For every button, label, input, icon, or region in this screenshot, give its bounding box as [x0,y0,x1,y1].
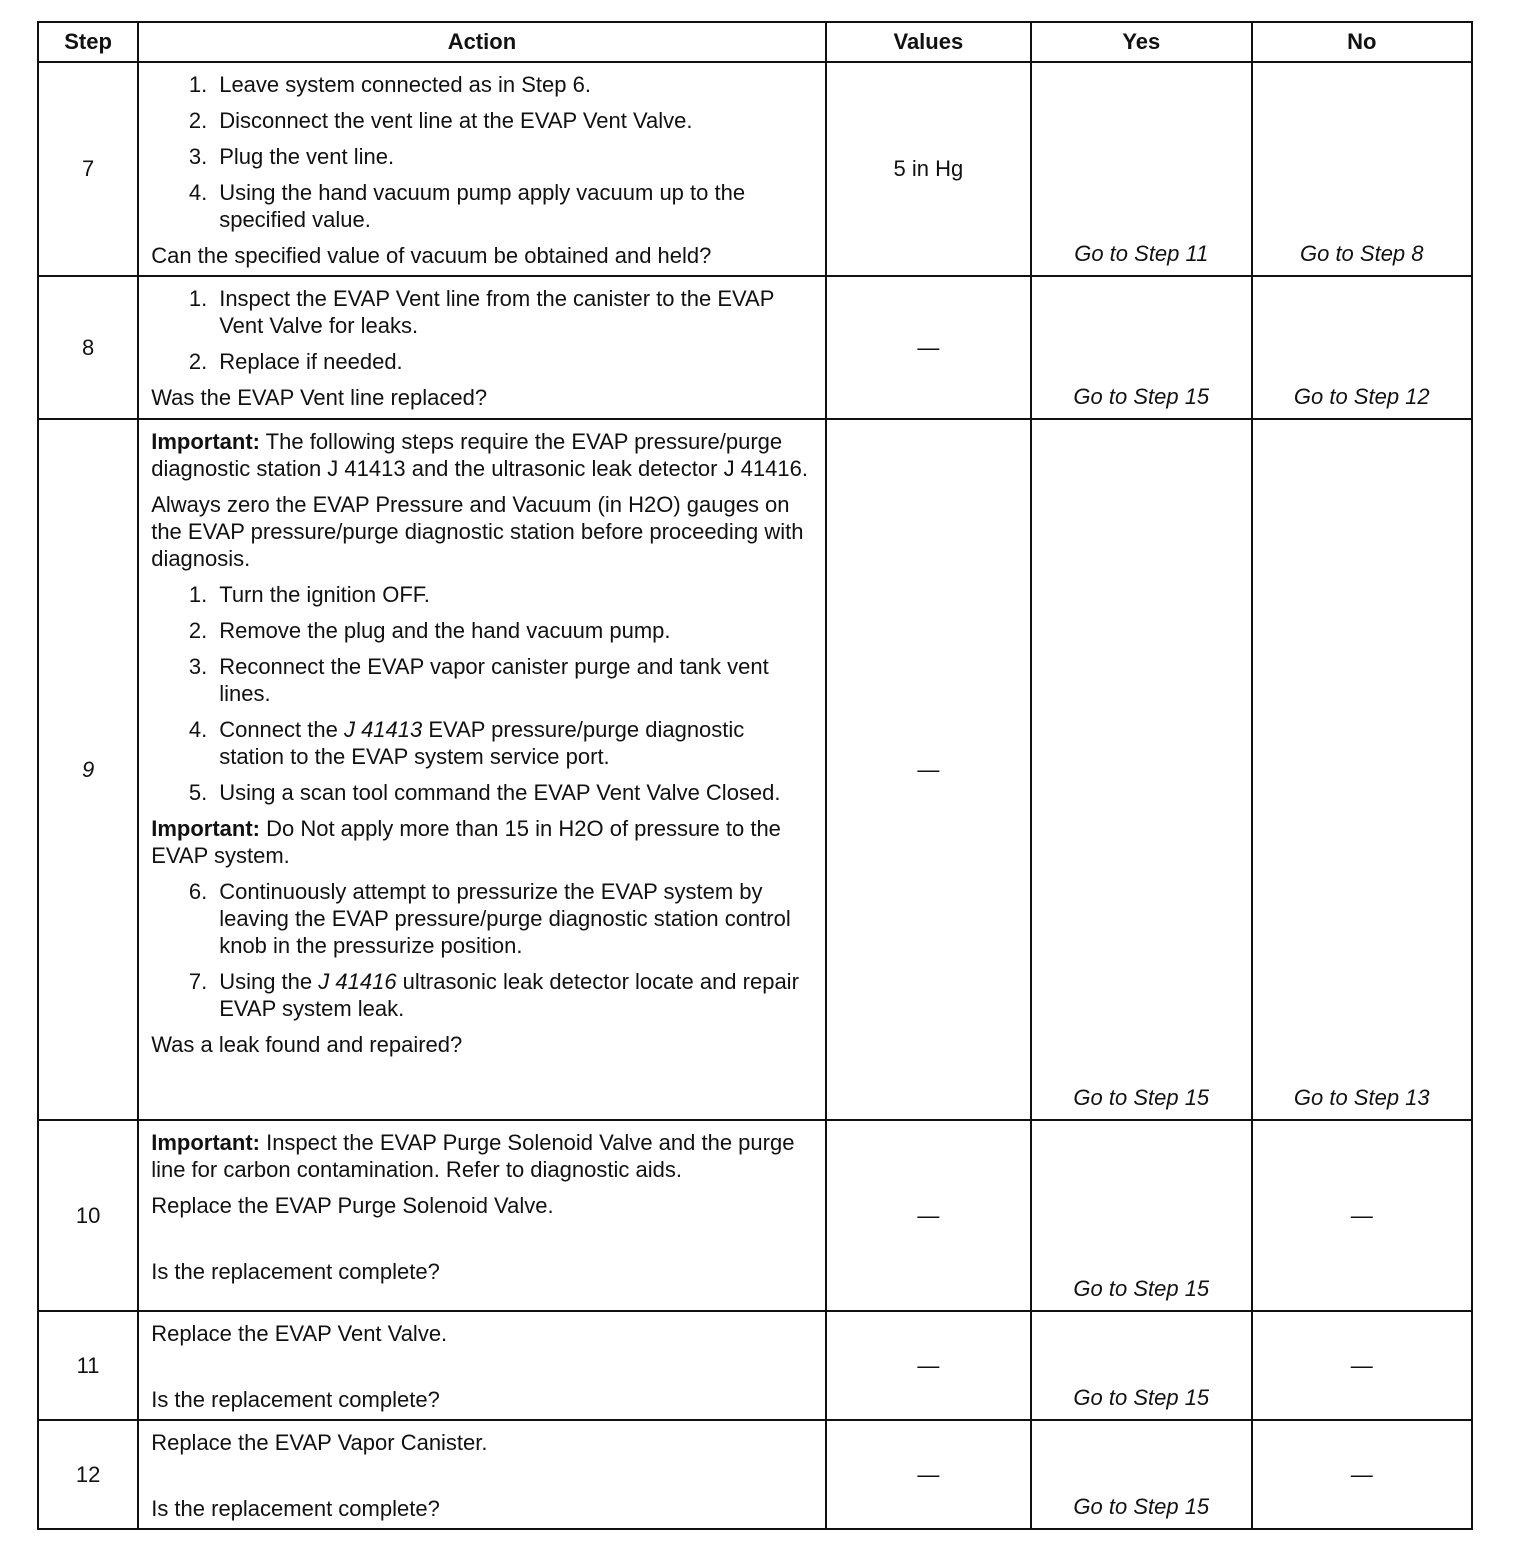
important-label: Important: [151,1130,260,1155]
list-item: 5. Using a scan tool command the EVAP Vent Valve Closed. [151,779,814,806]
action-text: Replace the EVAP Vapor Canister. [151,1430,488,1455]
value-cell: — [826,1420,1031,1529]
action-step-text: Plug the vent line. [219,144,395,169]
zero-gauges-note: Always zero the EVAP Pressure and Vacuum (in H2O) gauges on the EVAP pressure/purge diagnostic station before proceeding with diagnosis. [151,492,804,571]
spacer [151,1356,814,1386]
important-label: Important: [151,816,260,841]
header-step: Step [38,22,138,62]
no-goto: Go to Step 12 [1293,384,1430,409]
value-cell: — [826,1311,1031,1420]
action-question: Can the specified value of vacuum be obtained and held? [151,243,712,268]
important-note [151,428,814,482]
no-cell: — [1252,1420,1472,1529]
list-item: 1. Leave system connected as in Step 6. [151,71,814,98]
no-cell: — [1252,1120,1472,1311]
important-text: Inspect the EVAP Purge Solenoid Valve and the purge line for carbon contamination. Refer to diagnostic aids. [151,1130,795,1182]
action-step-text: Disconnect the vent line at the EVAP Vent Valve. [219,108,693,133]
list-item: 4. Connect the J 41413 EVAP pressure/purge diagnostic station to the EVAP system service port. [151,716,814,770]
action-cell [138,276,825,419]
tool-reference: J 41413 [343,717,423,742]
table-row [38,276,1472,419]
list-item: 1. Turn the ignition OFF. [151,581,814,608]
action-cell [138,1120,825,1311]
important-note [151,815,814,869]
action-step-text: Inspect the EVAP Vent line from the canister to the EVAP Vent Valve for leaks. [219,286,775,338]
list-item: 2. Disconnect the vent line at the EVAP Vent Valve. [151,107,814,134]
yes-cell [1031,1311,1251,1420]
step-number: 7 [38,62,138,276]
text-segment: ultrasonic leak detector locate and repair EVAP system leak. [219,969,799,1021]
diagnostic-table [37,21,1473,1530]
action-question: Is the replacement complete? [151,1259,440,1284]
no-cell [1252,62,1472,276]
action-step-text: Continuously attempt to pressurize the EVAP system by leaving the EVAP pressure/purge diagnostic station control knob in the pressurize position. [219,879,791,958]
list-item: 2. Remove the plug and the hand vacuum pump. [151,617,814,644]
no-cell: — [1252,1311,1472,1420]
action-question: Was a leak found and repaired? [151,1032,463,1057]
important-label: Important: [151,429,260,454]
no-goto: Go to Step 8 [1299,241,1424,266]
yes-cell [1031,276,1251,419]
action-step-text: Reconnect the EVAP vapor canister purge and tank vent lines. [219,654,769,706]
action-step-text: Using the hand vacuum pump apply vacuum up to the specified value. [219,180,746,232]
action-cell [138,62,825,276]
yes-goto: Go to Step 15 [1073,384,1210,409]
action-step-text: Turn the ignition OFF. [219,582,430,607]
list-item: 2. Replace if needed. [151,348,814,375]
action-text: Replace the EVAP Vent Valve. [151,1321,448,1346]
step-number: 12 [38,1420,138,1529]
table-row [38,62,1472,276]
spacer [151,1465,814,1495]
action-cell [138,1311,825,1420]
step-number: 11 [38,1311,138,1420]
text-segment: Using the [219,969,319,994]
yes-goto: Go to Step 11 [1074,241,1209,266]
no-goto: Go to Step 13 [1293,1085,1430,1110]
list-item: 3. Plug the vent line. [151,143,814,170]
action-step-text [219,968,814,1022]
action-cell [138,1420,825,1529]
table-row [38,1120,1472,1311]
action-question: Is the replacement complete? [151,1496,440,1521]
table-row [38,1311,1472,1420]
action-text: Replace the EVAP Purge Solenoid Valve. [151,1193,554,1218]
value-cell: — [826,1120,1031,1311]
value-cell: 5 in Hg [826,62,1031,276]
header-row [38,22,1472,62]
action-step-text: Remove the plug and the hand vacuum pump. [219,618,671,643]
yes-cell [1031,62,1251,276]
value-cell: — [826,276,1031,419]
table-row [38,1420,1472,1529]
action-step-text: Leave system connected as in Step 6. [219,72,591,97]
step-number: 8 [38,276,138,419]
yes-cell [1031,419,1251,1120]
header-yes: Yes [1031,22,1251,62]
yes-goto: Go to Step 15 [1073,1276,1210,1301]
no-cell [1252,276,1472,419]
list-item: 1. Inspect the EVAP Vent line from the canister to the EVAP Vent Valve for leaks. [151,285,814,339]
step-number: 10 [38,1120,138,1311]
action-question: Was the EVAP Vent line replaced? [151,385,488,410]
text-segment: Connect the [219,717,344,742]
tool-reference: J 41416 [318,969,397,994]
yes-cell [1031,1420,1251,1529]
table-row [38,419,1472,1120]
header-values: Values [826,22,1031,62]
yes-goto: Go to Step 15 [1073,1494,1210,1519]
action-step-text [219,716,814,770]
yes-goto: Go to Step 15 [1073,1085,1210,1110]
header-action: Action [138,22,825,62]
action-step-text: Replace if needed. [219,349,403,374]
action-step-text: Using a scan tool command the EVAP Vent Valve Closed. [219,780,781,805]
no-cell [1252,419,1472,1120]
important-text: Do Not apply more than 15 in H2O of pressure to the EVAP system. [151,816,781,868]
list-item: 7. Using the J 41416 ultrasonic leak detector locate and repair EVAP system leak. [151,968,814,1022]
action-cell [138,419,825,1120]
important-text: The following steps require the EVAP pressure/purge diagnostic station J 41413 and the ultrasonic leak detector J 41416. [151,429,808,481]
list-item: 3. Reconnect the EVAP vapor canister purge and tank vent lines. [151,653,814,707]
step-number: 9 [38,419,138,1120]
yes-goto: Go to Step 15 [1073,1385,1210,1410]
text-segment: EVAP pressure/purge diagnostic station to the EVAP system service port. [219,717,745,769]
list-item: 6. Continuously attempt to pressurize the EVAP system by leaving the EVAP pressure/purge diagnostic station control knob in the pressurize position. [151,878,814,959]
list-item: 4. Using the hand vacuum pump apply vacuum up to the specified value. [151,179,814,233]
header-no: No [1252,22,1472,62]
action-question: Is the replacement complete? [151,1387,440,1412]
spacer [151,1228,814,1258]
important-note [151,1129,814,1183]
yes-cell [1031,1120,1251,1311]
value-cell: — [826,419,1031,1120]
